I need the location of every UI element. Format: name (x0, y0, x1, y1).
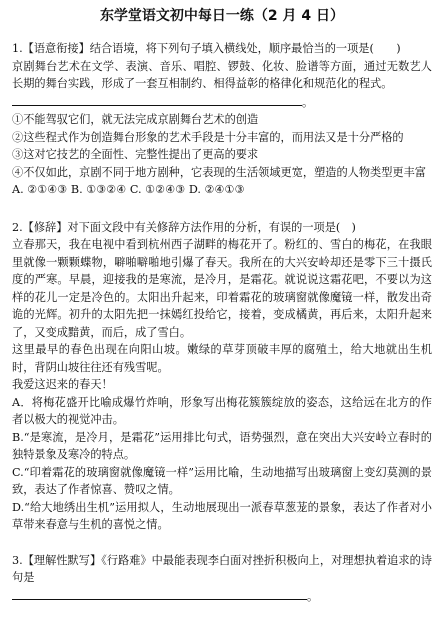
question-1-option: ②这些程式作为创造舞台形象的艺术手段是十分丰富的，而用法又是十分严格的 (12, 130, 404, 144)
question-2-passage-paragraph: 我爱这迟来的春天！ (12, 378, 113, 391)
question-2 (12, 219, 432, 534)
page-title: 东学堂语文初中每日一练（2 月 4 日） (99, 8, 345, 24)
question-2-option: A．将梅花盛开比喻成爆竹炸响，形象写出梅花簇簇绽放的姿态，这给远在北方的作者以极大的视觉冲击。 (12, 395, 432, 426)
question-3-end-mark: 。 (307, 589, 319, 603)
question-1-passage (12, 58, 432, 93)
question-2-option: B.“是寒流，是冷月，是霜花”运用排比句式，语势强烈，意在突出大兴安岭立春时的独特景象及寒冷的特点。 (12, 430, 432, 461)
question-1 (12, 40, 432, 199)
question-1-option: ④不仅如此，京剧不同于地方剧种，它表现的生活领域更宽，塑造的人物类型更丰富 (12, 165, 426, 179)
question-1-option: ③这对它技艺的全面性、完整性提出了更高的要求 (12, 148, 259, 161)
question-1-option: ①不能驾驭它们，就无法完成京剧舞台艺术的创造 (12, 113, 259, 126)
spacer (12, 199, 432, 219)
question-3 (12, 552, 432, 606)
question-1-passage-text: 京剧舞台艺术在文学、表演、音乐、唱腔、锣鼓、化妆、脸谱等方面，通过无数艺人长期的舞台实践，形成了一套互相制约、相得益彰的格律化和规范化的程式。 (12, 59, 432, 90)
question-2-passage-paragraph: 立春那天，我在电视中看到杭州西子湖畔的梅花开了。粉红的、雪白的梅花，在我眼里就像一颗颗蝶物，噼啪噼啪地引爆了春天。我所在的大兴安岭却还是零下三十摄氏度的严寒。早晨，迎接我的是寒流，是冷月，是霜花。就说说这霜花吧，不要以为这样的花儿一定是冷色的。太阳出升起来，印着霜花的玻璃窗就像魔镜一样，散发出奇诡的光辉。初升的太阳先把一抹嫣红投给它，接着，变成橘黄，再后来，太阳升起来了，又变成黯黄，而后，成了雪白。 (12, 238, 432, 339)
question-1-answer-choices: A. ②①④③ B. ①③②④ C. ①②④③ D. ②④①③ (12, 183, 245, 196)
question-1-end-mark: 。 (302, 95, 314, 109)
question-3-answer-line (12, 587, 432, 606)
question-2-option: D.“给大地绣出生机”运用拟人，生动地展现出一派春草葱茏的景象，表达了作者对小草带来春意与生机的喜悦之情。 (12, 500, 432, 531)
answer-blank-line (12, 587, 307, 600)
question-2-passage-paragraph: 这里最早的春色出现在向阳山坡。嫩绿的草芽顶破丰厚的腐殖土，给大地就出生机时，背阴山坡往往还有残雪呢。 (12, 343, 432, 374)
question-3-stem: 3.【理解性默写】《行路难》中最能表现李白面对挫折积极向上，对理想执着追求的诗句是 (12, 553, 432, 584)
question-2-stem: 2.【修辞】对下面文段中有关修辞方法作用的分析，有误的一项是( ) (12, 220, 356, 234)
question-2-option: C.“印着霜花的玻璃窗就像魔镜一样”运用比喻，生动地描写出玻璃窗上变幻莫测的景致，表达了作者惊喜、赞叹之情。 (12, 465, 432, 496)
question-1-stem: 1.【语意衔接】结合语境，将下列句子填入横线处，顺序最恰当的一项是( ) (12, 42, 401, 55)
answer-blank-line (12, 93, 302, 106)
question-1-answer-line (12, 93, 432, 112)
spacer (12, 534, 432, 552)
